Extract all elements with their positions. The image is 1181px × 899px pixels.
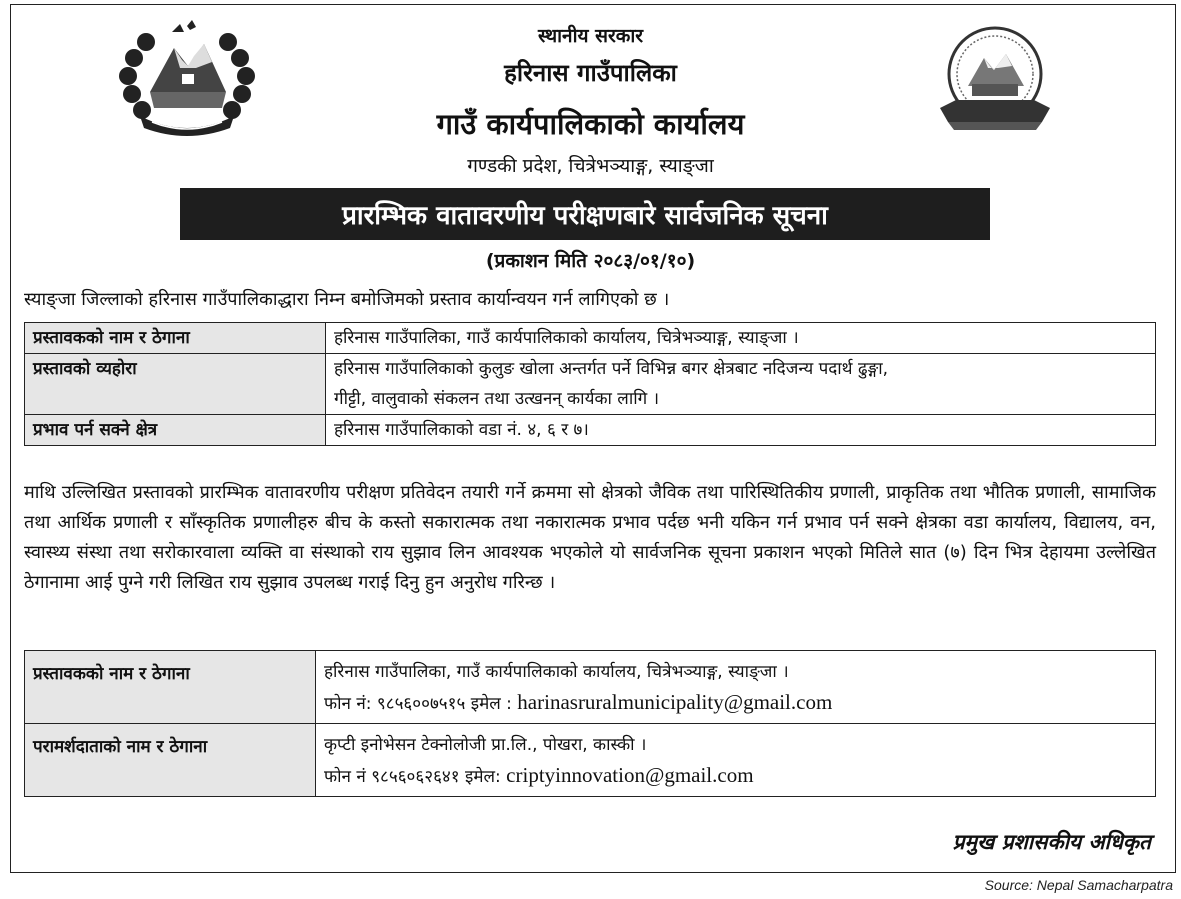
proposal-subject-line-1: हरिनास गाउँपालिकाको कुलुङ खोला अन्तर्गत पर्ने विभिन्न बगर क्षेत्रबाट नदिजन्य पदार्थ ढुङ्गा, — [334, 359, 889, 379]
table-row — [25, 724, 1156, 797]
publish-date: (प्रकाशन मिति २०८३/०१/१०) — [485, 250, 696, 272]
table-row — [25, 354, 1156, 415]
table-row — [25, 651, 1156, 724]
proposer-contact-value — [316, 651, 1156, 724]
proposal-subject-label: प्रस्तावको व्यहोरा — [25, 354, 326, 415]
affected-area-value — [326, 415, 1156, 446]
header-office-name: गाउँ कार्यपालिकाको कार्यालय — [436, 107, 745, 141]
proposer-address-line: हरिनास गाउँपालिका, गाउँ कार्यपालिकाको कार्यालय, चित्रेभञ्याङ्ग, स्याङ्जा । — [334, 328, 799, 348]
header-municipality-name: हरिनास गाउँपालिका — [504, 59, 677, 87]
consultant-contact-phone-line — [324, 760, 1147, 792]
signature-title: प्रमुख प्रशासकीय अधिकृत — [952, 830, 1151, 854]
proposer-contact-phone-line — [324, 687, 1147, 719]
table-row — [25, 415, 1156, 446]
table-row — [25, 323, 1156, 354]
proposer-phone: फोन नं: ९८५६००७५१५ इमेल : — [324, 694, 512, 714]
contact-table — [24, 650, 1156, 797]
consultant-email: criptyinnovation@gmail.com — [506, 763, 754, 787]
proposal-subject-value — [326, 354, 1156, 415]
proposal-subject-line-2: गीट्टी, वालुवाको संकलन तथा उत्खनन् कार्यका लागि । — [334, 389, 660, 409]
proposal-table — [24, 322, 1156, 446]
affected-area-label: प्रभाव पर्न सक्ने क्षेत्र — [25, 415, 326, 446]
intro-text: स्याङ्जा जिल्लाको हरिनास गाउँपालिकाद्धारा निम्न बमोजिमको प्रस्ताव कार्यान्वयन गर्न लागिएको छ । — [24, 289, 670, 310]
consultant-contact-value — [316, 724, 1156, 797]
header-address: गण्डकी प्रदेश, चित्रेभञ्याङ्ग, स्याङ्जा — [467, 155, 714, 177]
consultant-phone: फोन नं ९८५६०६२६४१ इमेल: — [324, 767, 501, 787]
header-local-government: स्थानीय सरकार — [537, 25, 644, 47]
proposer-label: प्रस्तावकको नाम र ठेगाना — [25, 323, 326, 354]
proposer-contact-address: हरिनास गाउँपालिका, गाउँ कार्यपालिकाको कार्यालय, चित्रेभञ्याङ्ग, स्याङ्जा । — [324, 662, 789, 682]
consultant-contact-address: कृप्टी इनोभेसन टेक्नोलोजी प्रा.लि., पोखरा, कास्की । — [324, 735, 647, 755]
affected-area-line: हरिनास गाउँपालिकाको वडा नं. ४, ६ र ७। — [334, 420, 589, 440]
body-paragraph: माथि उल्लिखित प्रस्तावको प्रारम्भिक वातावरणीय परीक्षण प्रतिवेदन तयारी गर्ने क्रममा सो क्षेत्रको जैविक तथा पारिस्थितिकीय प्रणाली, प्राकृतिक तथा भौतिक प्रणाली, सामाजिक तथा आर्थिक प्रणाली र साँस्कृतिक प्रणालीहरु बीच के कस्तो सकारात्मक तथा नकारात्मक प्रभाव पर्दछ भनी यकिन गर्न प्रभाव पर्न सक्ने क्षेत्रका वडा कार्यालय, विद्यालय, वन, स्वास्थ्य संस्था तथा सरोकारवाला व्यक्ति वा संस्थाको राय सुझाव लिन आवश्यक भएकोले यो सार्वजनिक सूचना प्रकाशन भएको मितिले सात (७) दिन भित्र देहायमा उल्लेखित ठेगानामा आई पुग्ने गरी लिखित राय सुझाव उपलब्ध गराई दिनु हुन अनुरोध गरिन्छ । — [24, 482, 1156, 593]
proposer-contact-label: प्रस्तावकको नाम र ठेगाना — [25, 651, 316, 724]
proposer-email: harinasruralmunicipality@gmail.com — [517, 690, 833, 714]
notice-title: प्रारम्भिक वातावरणीय परीक्षणबारे सार्वजनिक सूचना — [342, 201, 828, 231]
consultant-contact-label: परामर्शदाताको नाम र ठेगाना — [25, 724, 316, 797]
notice-title-bar — [180, 188, 990, 240]
source-credit: Source: Nepal Samacharpatra — [984, 877, 1173, 893]
proposer-value — [326, 323, 1156, 354]
